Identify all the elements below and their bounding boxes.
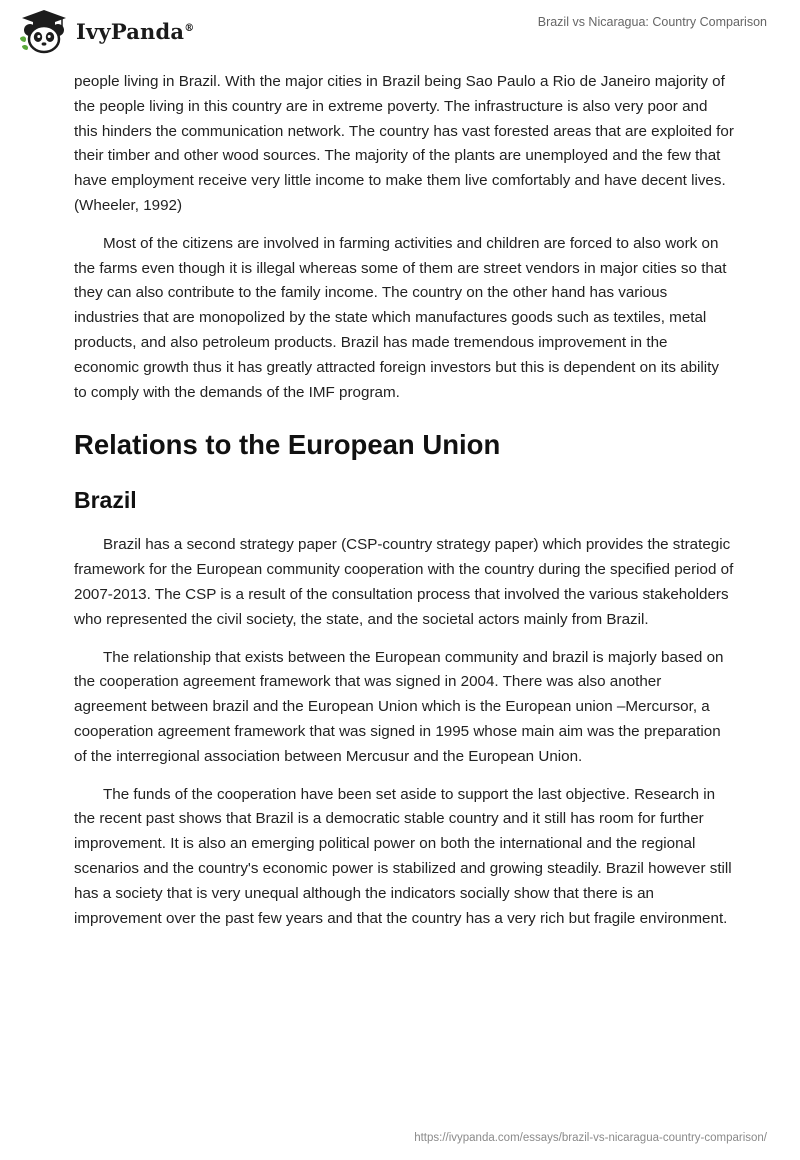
source-url[interactable]: https://ivypanda.com/essays/brazil-vs-nicaragua-country-comparison/ [414,1132,767,1144]
page-header [0,0,800,70]
paragraph: The funds of the cooperation have been set aside to support the last objective. Research in the recent past shows that Brazil is a democratic stable country and it still has room for further improvement. It is also an emerging political power on both the international and the regional scenarios and the country's economic power is stabilized and growing steadily. Brazil however still has a society that is very unequal although the indicators socially show that there is an improvement over the past few years and that the country has a very rich but fragile environment. [74,785,732,927]
paragraph: Most of the citizens are involved in farming activities and children are forced to also work on the farms even though it is illegal whereas some of them are street vendors in major cities so that they can also contribute to the family income. The country on the other hand has various industries that are monopolized by the state which manufactures goods such as textiles, metal products, and also petroleum products. Brazil has made tremendous improvement in the economic growth thus it has greatly attracted foreign investors but this is dependent on its ability to comply with the demands of the IMF program. [74,234,727,401]
section-heading: Relations to the European Union [74,429,501,461]
paragraph: The relationship that exists between the European community and brazil is majorly based on the cooperation agreement framework that was signed in 2004. There was also another agreement between brazil and the European Union which is the European union –Mercursor, a cooperation agreement framework that was signed in 1995 whose main aim was the preparation of the interregional association between Mercusur and the European Union. [74,648,724,765]
paragraph: Brazil has a second strategy paper (CSP-country strategy paper) which provides the strategic framework for the European community cooperation with the country during the specified period of 2007-2013. The CSP is a result of the consultation process that involved the various stakeholders who represented the civil society, the state, and the societal actors mainly from Brazil. [74,536,734,628]
subsection-heading: Brazil [74,487,137,514]
ivypanda-logo[interactable] [16,8,194,54]
brand-name: IvyPanda® [76,18,195,44]
paragraph: people living in Brazil. With the major cities in Brazil being Sao Paulo a Rio de Janeiro majority of the people living in this country are in extreme poverty. The infrastructure is also very poor and this hinders the communication network. The country has vast forested areas that are exploited for their timber and other wood sources. The majority of the plants are unemployed and the few that have employment receive very little income to make them live comfortably and have decent lives. (Wheeler, 1992) [74,73,734,214]
document-title: Brazil vs Nicaragua: Country Comparison [537,15,767,29]
panda-graduate-icon [16,8,70,54]
essay-body [74,70,734,944]
